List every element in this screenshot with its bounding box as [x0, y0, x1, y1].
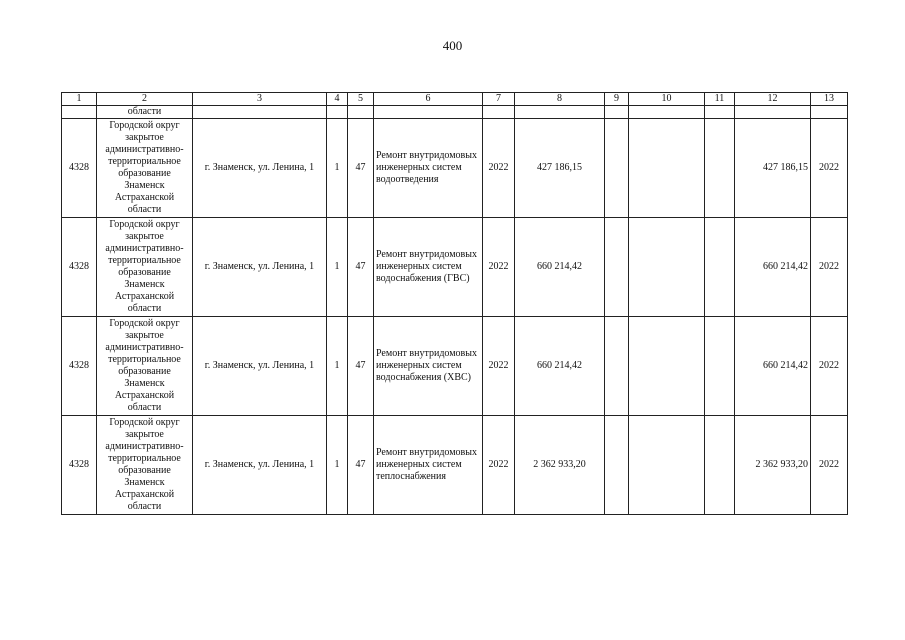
work-type-cell: Ремонт внутридомовых инженерных систем водоснабжения (ХВС): [374, 317, 483, 416]
year-cell: 2022: [483, 218, 515, 317]
table-row: [62, 416, 848, 515]
work-type-cell: Ремонт внутридомовых инженерных систем водоотведения: [374, 119, 483, 218]
column-header: 10: [629, 93, 705, 106]
year-cell: 2022: [483, 416, 515, 515]
column-header: 12: [735, 93, 811, 106]
year-cell: 2022: [811, 119, 848, 218]
column-header: 2: [97, 93, 193, 106]
table-cell: [605, 416, 629, 515]
table-cell: [705, 218, 735, 317]
table-cell: [374, 106, 483, 119]
column-header: 13: [811, 93, 848, 106]
year-cell: 2022: [483, 119, 515, 218]
table-cell: [605, 317, 629, 416]
row-number: 4328: [62, 416, 97, 515]
table-cell: [515, 106, 605, 119]
table-cell: 1: [327, 317, 348, 416]
address-cell: г. Знаменск, ул. Ленина, 1: [193, 119, 327, 218]
year-cell: 2022: [811, 218, 848, 317]
address-cell: г. Знаменск, ул. Ленина, 1: [193, 416, 327, 515]
table-cell: [705, 119, 735, 218]
amount-cell: 427 186,15: [515, 119, 605, 218]
table-cell: [705, 416, 735, 515]
table-cell: [735, 106, 811, 119]
column-number-row: [62, 93, 848, 106]
column-header: 11: [705, 93, 735, 106]
table-cell: 1: [327, 218, 348, 317]
amount-cell: 2 362 933,20: [515, 416, 605, 515]
table-cell: 1: [327, 119, 348, 218]
table-cell: [705, 317, 735, 416]
table-cell: [629, 317, 705, 416]
table-cell: [811, 106, 848, 119]
column-header: 1: [62, 93, 97, 106]
table-row: [62, 218, 848, 317]
table-cell: [629, 119, 705, 218]
municipality-cell: Городской округ закрытое административно-территориальное образование Знаменск Астраханской области: [97, 416, 193, 515]
year-cell: 2022: [811, 416, 848, 515]
table-cell: 47: [348, 416, 374, 515]
table-cell: 47: [348, 218, 374, 317]
municipality-cell: Городской округ закрытое административно-территориальное образование Знаменск Астраханской области: [97, 317, 193, 416]
address-cell: г. Знаменск, ул. Ленина, 1: [193, 317, 327, 416]
carry-over-row: [62, 106, 848, 119]
column-header: 7: [483, 93, 515, 106]
table-cell: [605, 119, 629, 218]
year-cell: 2022: [483, 317, 515, 416]
page-number: 400: [442, 38, 463, 53]
column-header: 5: [348, 93, 374, 106]
table-cell: [193, 106, 327, 119]
table-cell: [348, 106, 374, 119]
row-number: 4328: [62, 317, 97, 416]
work-type-cell: Ремонт внутридомовых инженерных систем водоснабжения (ГВС): [374, 218, 483, 317]
column-header: 6: [374, 93, 483, 106]
year-cell: 2022: [811, 317, 848, 416]
register-table: [61, 92, 848, 515]
work-type-cell: Ремонт внутридомовых инженерных систем теплоснабжения: [374, 416, 483, 515]
amount-cell: 2 362 933,20: [735, 416, 811, 515]
column-header: 3: [193, 93, 327, 106]
table-cell: [629, 218, 705, 317]
table-cell: [629, 106, 705, 119]
amount-cell: 660 214,42: [735, 218, 811, 317]
column-header: 9: [605, 93, 629, 106]
table-row: [62, 119, 848, 218]
column-header: 4: [327, 93, 348, 106]
column-header: 8: [515, 93, 605, 106]
table-cell: 47: [348, 119, 374, 218]
municipality-cell: Городской округ закрытое административно-территориальное образование Знаменск Астраханской области: [97, 119, 193, 218]
amount-cell: 660 214,42: [735, 317, 811, 416]
table-cell: [327, 106, 348, 119]
table-cell: [605, 218, 629, 317]
amount-cell: 660 214,42: [515, 317, 605, 416]
table-cell: [705, 106, 735, 119]
table-cell: [629, 416, 705, 515]
table-row: [62, 317, 848, 416]
address-cell: г. Знаменск, ул. Ленина, 1: [193, 218, 327, 317]
table-cell: [483, 106, 515, 119]
row-number: 4328: [62, 119, 97, 218]
table-cell: 47: [348, 317, 374, 416]
carry-over-text: области: [97, 106, 193, 119]
table-cell: [605, 106, 629, 119]
table-cell: 1: [327, 416, 348, 515]
row-number: 4328: [62, 218, 97, 317]
amount-cell: 660 214,42: [515, 218, 605, 317]
table-cell: [62, 106, 97, 119]
amount-cell: 427 186,15: [735, 119, 811, 218]
municipality-cell: Городской округ закрытое административно-территориальное образование Знаменск Астраханской области: [97, 218, 193, 317]
